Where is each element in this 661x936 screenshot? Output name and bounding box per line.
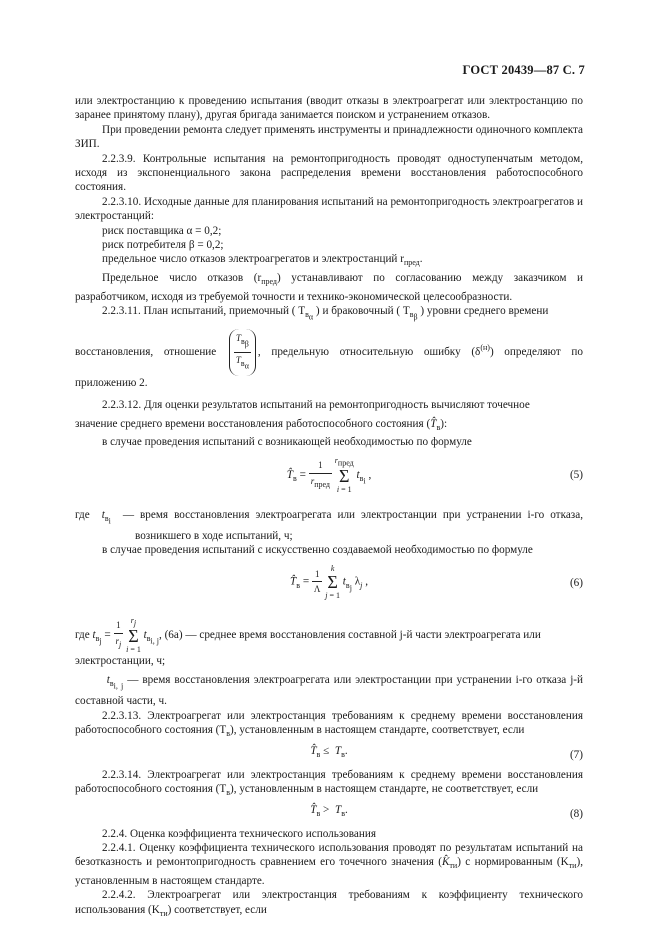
- page-content: [75, 94, 583, 922]
- formula-number: (7): [569, 748, 583, 761]
- ratio-formula: $\frac{T_{в_\beta}}{T_{в_\alpha}}$: [229, 329, 256, 376]
- paragraph: 2.2.4.2. Электроагрегат или электростанция требованиям к коэффициенту технического использования $(K_{ти})$ соответствует, если: [75, 889, 583, 919]
- formula-5: $T̂_в$ = $\frac{1}{r_{пред}}$ $r_{пред}$ Σ i = 1 $t_{в_i}$ , (5): [286, 455, 583, 495]
- paragraph: 2.2.3.9. Контрольные испытания на ремонтопригодность проводят одноступенчатым методом, исходя из экспоненциального закона распределения времени восстановления работоспособного состояния.: [75, 152, 583, 194]
- formula-number: (8): [569, 807, 583, 820]
- paragraph: 2.2.3.10. Исходные данные для планирования испытаний на ремонтопригодность электроагрегатов и электростанций:: [75, 195, 583, 223]
- formula-7: $T̂_в \le T_в$. (7): [310, 744, 583, 761]
- paragraph: $t_{в_{i, j}}$ — время восстановления электроагрегата или электростанции при устранении i-го отказа j-й составной части, ч.: [75, 673, 584, 708]
- paragraph: риск поставщика α = 0,2;: [102, 224, 222, 237]
- paragraph: в случае проведения испытаний с возникающей необходимостью по формуле: [102, 436, 472, 449]
- paragraph: 2.2.4.1. Оценку коэффициента технического использования проводят по результатам испытаний на безотказность и ремонтопригодность сравнением его точечного значения $(K̂_{ти})$ с нормированным $(K_{ти})$, установленным в настоящем стандарте.: [75, 842, 583, 888]
- formula-8: $T̂_в > T_в$. (8): [310, 803, 583, 820]
- paragraph: в случае проведения испытаний с искусственно создаваемой необходимостью по формуле: [102, 544, 533, 557]
- section-heading: 2.2.4. Оценка коэффициента технического использования: [102, 827, 376, 840]
- paragraph: предельное число отказов электроагрегатов и электростанций $r_{пред}$.: [102, 253, 423, 268]
- formula-number: (6): [569, 576, 583, 589]
- formula-number: (5): [569, 468, 583, 481]
- formula-6: $T̂_в$ = $\frac{1}{\Lambda}$ k Σ j = 1 $t_{в_j}$ $\lambda_j$ , (6): [290, 563, 583, 600]
- paragraph: 2.2.3.13. Электроагрегат или электростанция требованиям к среднему времени восстановления работоспособного состояния $(T_в)$, установленным в настоящем стандарте, соответствует, если: [75, 709, 583, 739]
- paragraph: При проведении ремонта следует применять инструменты и принадлежности одиночного комплекта ЗИП.: [75, 123, 583, 151]
- paragraph: или электростанцию к проведению испытания (вводит отказы в электроагрегат или электростанцию по заранее принятому плану), другая бригада занимается поиском и устранением отказов.: [75, 95, 583, 122]
- page-header: ГОСТ 20439—87 С. 7: [462, 63, 585, 77]
- paragraph: значение среднего времени восстановления работоспособного состояния $(T̂_в)$:: [75, 417, 448, 433]
- paragraph: где $t_{в_i}$ — время восстановления электроагрегата или электростанции при устранении i-го отказа, возникшего в ходе испытаний, ч;: [75, 508, 583, 543]
- paragraph: 2.2.3.11. План испытаний, приемочный ( $T_{в_\alpha}$ ) и браковочный ( $T_{в_\beta}$ ) уровни среднего времени: [102, 305, 549, 322]
- paragraph: 2.2.3.12. Для оценки результатов испытаний на ремонтопригодность вычисляют точечное: [102, 399, 530, 412]
- paragraph: восстановления, отношение $\frac{T_{в_\beta}}{T_{в_\alpha}}$ , предельную относительную ошибку $(\delta^{(н)})$ определяют по приложению 2.: [75, 329, 583, 390]
- paragraph: 2.2.3.14. Электроагрегат или электростанция требованиям к среднему времени восстановления работоспособного состояния $(T_в)$, установленным в настоящем стандарте, не соответствует, если: [75, 768, 583, 798]
- paragraph: электростанции, ч;: [75, 655, 166, 668]
- paragraph: Предельное число отказов $(r_{пред})$ устанавливают по согласованию между заказчиком и разработчиком, исходя из требуемой точности и технико-экономической целесообразности.: [75, 272, 583, 303]
- paragraph: риск потребителя β = 0,2;: [102, 239, 224, 252]
- paragraph: где $t_{в_j}$ = $\frac{1}{r_j}$ $r_j$ Σ i = 1 $t_{в_{i, j}}$, (6а) — среднее время восстановления составной j-й части электроагрегата или: [75, 615, 541, 655]
